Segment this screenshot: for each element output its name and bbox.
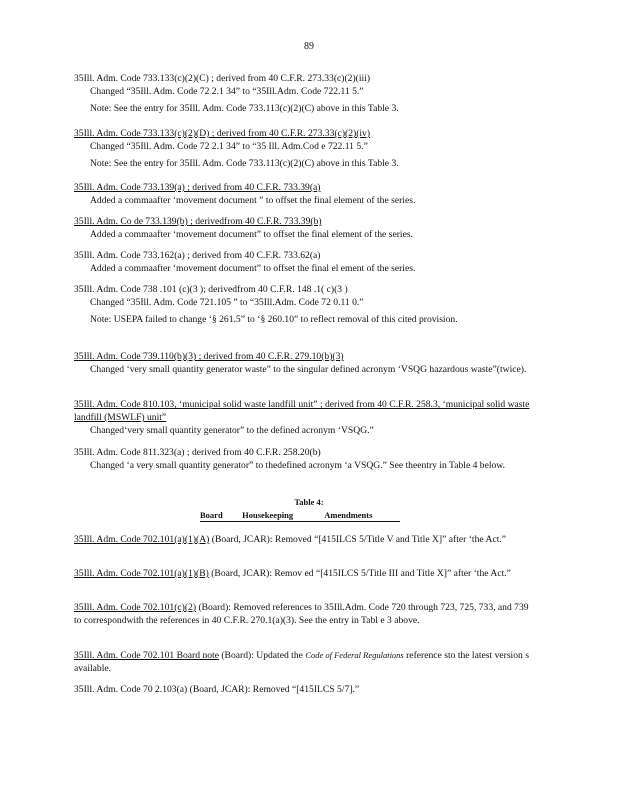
citation: 35Ill. Adm. Code 702.101 Board note xyxy=(74,650,219,661)
amendment-entry-9 xyxy=(74,446,532,472)
table-title: Table 4: xyxy=(294,497,324,507)
amendment-entry-8 xyxy=(74,398,532,437)
citation: 35Ill. Adm. Code 702.101(c)(2) xyxy=(74,602,197,613)
italic-title: Code of Federal Regulations xyxy=(305,650,404,660)
amendment-entry-2 xyxy=(74,127,532,170)
citation: 35Ill. Adm. Code 811.323(a) ; derived from 40 C.F.R. 258.20(b) xyxy=(74,447,321,458)
change-text: Changed ‘a very small quantity generator” to thedefined acronym ‘a VSQG.” See theentry in Table 4 below. xyxy=(90,460,506,471)
amendment-entry-3 xyxy=(74,181,532,207)
citation: 35Ill. Adm. Code 738 .101 (c)(3 ); derivedfrom 40 C.F.R. 148 .1( c)(3 ) xyxy=(74,284,348,295)
page-number: 89 xyxy=(304,41,314,52)
amendment-entry-5 xyxy=(74,249,532,275)
citation: 35Ill. Adm. Code 702.101(a)(1)(A) xyxy=(74,534,210,545)
note-text: Note: See the entry for 35Ill. Adm. Code 733.113(c)(2)(C) above in this Table 3. xyxy=(90,103,399,114)
table-subtitle xyxy=(200,510,400,522)
entry-text: (Board, JCAR): Remov ed “[415ILCS 5/Title III and Title X]” after ‘the Act.” xyxy=(208,568,511,579)
entry-text-2: reference sto the latest version s available. xyxy=(74,650,529,674)
entry-text: (Board, JCAR): Removed “[415ILCS 5/Title V and Title X]” after ‘the Act.” xyxy=(209,534,507,545)
change-text: Added a commaafter ‘movement document” to offset the final element of the series. xyxy=(90,229,413,240)
amendment-entry-1 xyxy=(74,72,532,115)
change-text: Changed “35Ill. Adm. Code 72 2.1 34” to “35 Ill. Adm.Cod e 722.11 5.” xyxy=(90,141,368,152)
change-text: Changed “35Ill. Adm. Code 72 2.1 34” to “35Ill.Adm. Code 722.11 5.” xyxy=(90,86,364,97)
citation: 35Ill. Adm. Code 733.162(a) ; derived from 40 C.F.R. 733.62(a) xyxy=(74,250,321,261)
table-col-housekeeping: Housekeeping xyxy=(242,510,294,520)
housekeeping-entry-2 xyxy=(74,567,532,580)
entry-text: (Board): Removed references to 35Ill.Adm. Code 720 through 723, 725, 733, and 739 to correspondwith the references in 40 C.F.R. 270.1(a)(3). See the entry in Tabl e 3 above. xyxy=(74,602,529,626)
citation: 35Ill. Adm. Code 70 2.103(a) xyxy=(74,684,188,695)
citation: 35Ill. Adm. Code 702.101(a)(1)(B) xyxy=(74,568,209,579)
entry-text: (Board): Updated the xyxy=(218,650,306,661)
amendment-entry-6 xyxy=(74,283,532,326)
note-text: Note: USEPA failed to change ‘§ 261.5” to ‘§ 260.10” to reflect removal of this cited provision. xyxy=(90,314,458,325)
citation: 35Ill. Adm. Code 733.133(c)(2)(C) ; derived from 40 C.F.R. 273.33(c)(2)(iii) xyxy=(74,73,371,84)
citation: 35Ill. Adm. Code 739.110(b)(3) ; derived from 40 C.F.R. 279.10(b)(3) xyxy=(74,351,344,362)
entry-text: (Board, JCAR): Removed “[415ILCS 5/7].” xyxy=(187,684,360,695)
change-text: Changed ‘very small quantity generator waste” to the singular defined acronym ‘VSQG hazardous waste”(twice). xyxy=(90,364,527,375)
change-text: Changed‘very small quantity generator” to the defined acronym ‘VSQG.” xyxy=(90,425,374,436)
citation: 35Ill. Adm. Co de 733.139(b) ; derivedfrom 40 C.F.R. 733.39(b) xyxy=(74,216,322,227)
change-text: Added a commaafter ‘movement document ” to offset the final element of the series. xyxy=(90,195,416,206)
citation: 35Ill. Adm. Code 733.139(a) ; derived from 40 C.F.R. 733.39(a) xyxy=(74,182,321,193)
citation: 35Ill. Adm. Code 810.103, ‘municipal solid waste landfill unit” ; derived from 40 C.F.R. 258.3, ‘municipal solid waste landfill (MSWLF) unit” xyxy=(74,399,530,423)
citation: 35Ill. Adm. Code 733.133(c)(2)(D) ; derived from 40 C.F.R. 273.33(c)(2)(iv) xyxy=(74,128,371,139)
housekeeping-entry-4 xyxy=(74,649,532,675)
housekeeping-entry-1 xyxy=(74,533,532,546)
housekeeping-entry-3 xyxy=(74,601,532,627)
change-text: Changed “35Ill. Adm. Code 721.105 ” to “35Ill.Adm. Code 72 0.11 0.” xyxy=(90,297,364,308)
change-text: Added a commaafter ‘movement document” to offset the final el ement of the series. xyxy=(90,263,416,274)
note-text: Note: See the entry for 35Ill. Adm. Code 733.113(c)(2)(C) above in this Table 3. xyxy=(90,158,399,169)
amendment-entry-7 xyxy=(74,350,532,376)
table-col-board: Board xyxy=(200,510,223,520)
amendment-entry-4 xyxy=(74,215,532,241)
housekeeping-entry-5 xyxy=(74,683,532,696)
table-col-amendments: Amendments xyxy=(324,510,373,520)
